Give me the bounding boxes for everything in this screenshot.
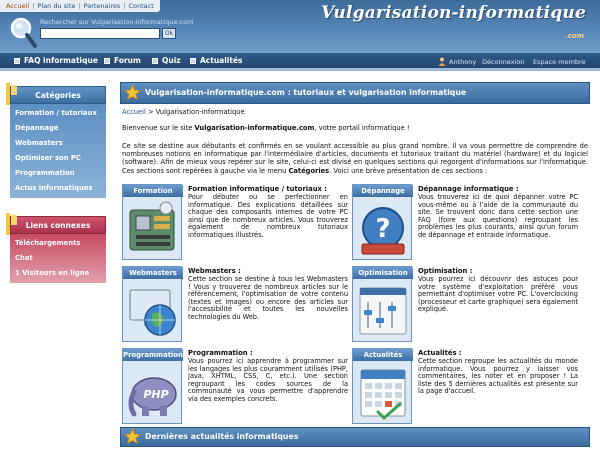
section-depannage xyxy=(352,184,580,264)
topnav-separator: | xyxy=(32,2,35,10)
search-input[interactable] xyxy=(40,28,160,39)
sidebar-item-actus[interactable]: Actus informatiques xyxy=(15,184,93,192)
search-ok-button[interactable]: Ok xyxy=(162,28,176,39)
section-thumbnail[interactable] xyxy=(122,348,182,424)
sidebar-links-list xyxy=(10,234,106,283)
sidebar-item-depannage[interactable]: Dépannage xyxy=(15,124,59,132)
php-elephant-icon xyxy=(126,364,180,422)
bullet-icon xyxy=(104,58,110,64)
section-actualites xyxy=(352,348,580,428)
sidebar-categories-list xyxy=(10,104,106,198)
main-menu-bar xyxy=(0,52,600,71)
section-title: Webmasters : xyxy=(188,267,241,275)
menu-faq-informatique[interactable] xyxy=(14,56,98,65)
sidebar-item-telechargements[interactable]: Téléchargements xyxy=(15,239,81,247)
section-label: Programmation xyxy=(123,351,183,359)
sidebar-item-webmasters[interactable]: Webmasters xyxy=(15,139,63,147)
section-title: Formation informatique / tutoriaux : xyxy=(188,185,328,193)
site-logo[interactable]: Vulgarisation-informatique xyxy=(321,3,586,23)
section-title: Optimisation : xyxy=(418,267,473,275)
section-text: Vous pourrez ici apprendre à programmer sur les langages les plus couramment utilisés (PHP, Java, XHTML, CSS, C, etc.). Une section regroupant les codes sources de la communauté va vous permettre d'apprendre via des exemples concrets. xyxy=(188,357,348,403)
main-title: Vulgarisation-informatique.com : tutoriaux et vulgarisation informatique xyxy=(145,88,467,97)
member-space-link[interactable]: Espace membre xyxy=(533,58,586,66)
toolbox-icon xyxy=(356,200,410,258)
site-logo-tagline: .com xyxy=(565,32,584,40)
search-hint: Rechercher sur Vulgarisation-informatique.com xyxy=(40,18,194,26)
intro-before: Bienvenue sur le site xyxy=(122,124,195,132)
sidebar-item-formation[interactable]: Formation / tutoriaux xyxy=(15,109,97,117)
topnav-contact[interactable]: Contact xyxy=(128,2,154,10)
desc-before: Ce site se destine aux débutants et confirmés en se voulant accessible au plus grand nombre. Il va vous permettre de comprendre de nombreuses notions en informatique par l'intermédiaire d'articles, documents et tutoriaux traitant du matériel (hardware) et du logiciel (software). Afin de mieux vous repérer sur le site, celui-ci est divisé en quelques sections qui regorgent d'informations sur l'informatique. Ces sections sont repérées à gauche via le menu xyxy=(122,142,588,175)
sidebar-item-chat[interactable]: Chat xyxy=(15,254,33,262)
topnav-separator: | xyxy=(78,2,81,10)
section-text: Vous trouverez ici de quoi dépanner votre PC vous-même ou à l'aide de la communauté du site. Se trouvent donc dans cette section une FAQ (foire aux questions) regroupant les problèmes les plus courants, ainsi qu'un forum de dépannage et entraide informatique. xyxy=(418,193,578,239)
desc-categories: Catégories xyxy=(288,166,330,175)
star-icon xyxy=(124,428,141,445)
section-formation xyxy=(122,184,350,264)
topnav-separator: | xyxy=(123,2,126,10)
flag-icon xyxy=(5,83,19,105)
section-label: Optimisation xyxy=(353,267,413,279)
sidebar-links xyxy=(10,216,106,283)
section-label: Actualités xyxy=(353,349,413,361)
topnav-plan-du-site[interactable]: Plan du site xyxy=(37,2,76,10)
section-title: Actualités : xyxy=(418,349,462,357)
breadcrumb-home[interactable]: Accueil xyxy=(122,108,146,116)
sidebar-item-optimiser[interactable]: Optimiser son PC xyxy=(15,154,81,162)
section-thumbnail[interactable] xyxy=(352,348,412,424)
user-icon xyxy=(438,57,446,66)
sidebar-links-title: Liens connexes xyxy=(25,220,91,230)
menu-label: Actualités xyxy=(200,56,243,65)
star-icon xyxy=(124,84,141,101)
calendar-icon xyxy=(356,364,410,422)
section-thumbnail[interactable] xyxy=(352,184,412,260)
svg-text:PHP: PHP xyxy=(143,388,169,401)
topnav-accueil[interactable]: Accueil xyxy=(6,2,30,10)
top-navigation xyxy=(0,0,160,12)
sidebar-categories-title: Catégories xyxy=(35,90,81,100)
section-text: Cette section regroupe les actualités du monde informatique. Vous pourrez y laisser vos commentaires, les noter et en proposer ! La liste des 5 dernières actualités est présente sur la page d'accueil. xyxy=(418,357,578,396)
topnav-partenaires[interactable]: Partenaires xyxy=(83,2,121,10)
description-text xyxy=(122,142,588,175)
section-label: Dépannage xyxy=(353,185,413,197)
motherboard-icon xyxy=(126,200,180,258)
section-thumbnail[interactable] xyxy=(122,266,182,342)
section-optimisation xyxy=(352,266,580,346)
globe-icon xyxy=(126,282,180,340)
bullet-icon xyxy=(14,58,20,64)
section-title: Dépannage informatique : xyxy=(418,185,519,193)
section-programmation xyxy=(122,348,350,428)
search-icon xyxy=(8,15,38,49)
section-label: Webmasters xyxy=(123,267,183,279)
menu-label: FAQ informatique xyxy=(24,56,98,65)
menu-label: Forum xyxy=(114,56,141,65)
menu-label: Quiz xyxy=(162,56,181,65)
breadcrumb-separator: > xyxy=(148,108,154,116)
section-thumbnail[interactable] xyxy=(352,266,412,342)
sidebar-categories-header xyxy=(10,86,106,104)
user-name-link[interactable]: Anthony xyxy=(449,58,477,66)
sidebar-item-visiteurs[interactable]: 1 Visiteurs en ligne xyxy=(15,269,90,277)
breadcrumb xyxy=(122,108,245,116)
tuning-icon xyxy=(356,282,410,340)
sidebar-item-programmation[interactable]: Programmation xyxy=(15,169,75,177)
bullet-icon xyxy=(152,58,158,64)
latest-news-title: Dernières actualités informatiques xyxy=(145,432,299,441)
main-title-bar xyxy=(120,82,590,104)
menu-actualites[interactable] xyxy=(190,56,243,65)
latest-news-bar xyxy=(120,427,590,447)
section-thumbnail[interactable] xyxy=(122,184,182,260)
intro-text xyxy=(122,124,588,132)
section-text: Pour débuter ou se perfectionner en informatique. Des explications détaillées sur chaque des composants internes de votre PC ainsi que de nombreux articles. Vous trouverez également de nombreux tutoriaux informatiques illustrés. xyxy=(188,193,348,239)
breadcrumb-current: Vulgarisation-informatique xyxy=(155,108,245,116)
menu-forum[interactable] xyxy=(104,56,141,65)
sidebar-categories xyxy=(10,86,106,198)
section-text: Cette section se destine à tous les Webmasters ! Vous y trouverez de nombreux articles sur le référencement, l'optimisation de votre contenu (textes et images) ou encore des articles sur l'accessibilité et toutes les nouvelles technologies du Web. xyxy=(188,275,348,321)
svg-text:?: ? xyxy=(375,214,391,244)
section-webmasters xyxy=(122,266,350,346)
intro-after: , votre portail informatique ! xyxy=(314,124,410,132)
menu-quiz[interactable] xyxy=(152,56,181,65)
intro-site-name: Vulgarisation-informatique.com xyxy=(194,124,315,132)
site-header xyxy=(0,0,600,52)
section-text: Vous pourrez ici découvrir des astuces pour votre système d'exploitation préféré vous permettant d'optimiser votre PC. L'overclocking (processeur et carte graphique) sera également expliqué. xyxy=(418,275,578,314)
flag-icon xyxy=(5,213,19,235)
section-title: Programmation : xyxy=(188,349,253,357)
section-label: Formation xyxy=(123,185,183,197)
sidebar-links-header xyxy=(10,216,106,234)
desc-after: . Voici une brève présentation de ces sections : xyxy=(329,166,488,175)
logout-link[interactable]: Déconnexion xyxy=(482,58,525,66)
bullet-icon xyxy=(190,58,196,64)
